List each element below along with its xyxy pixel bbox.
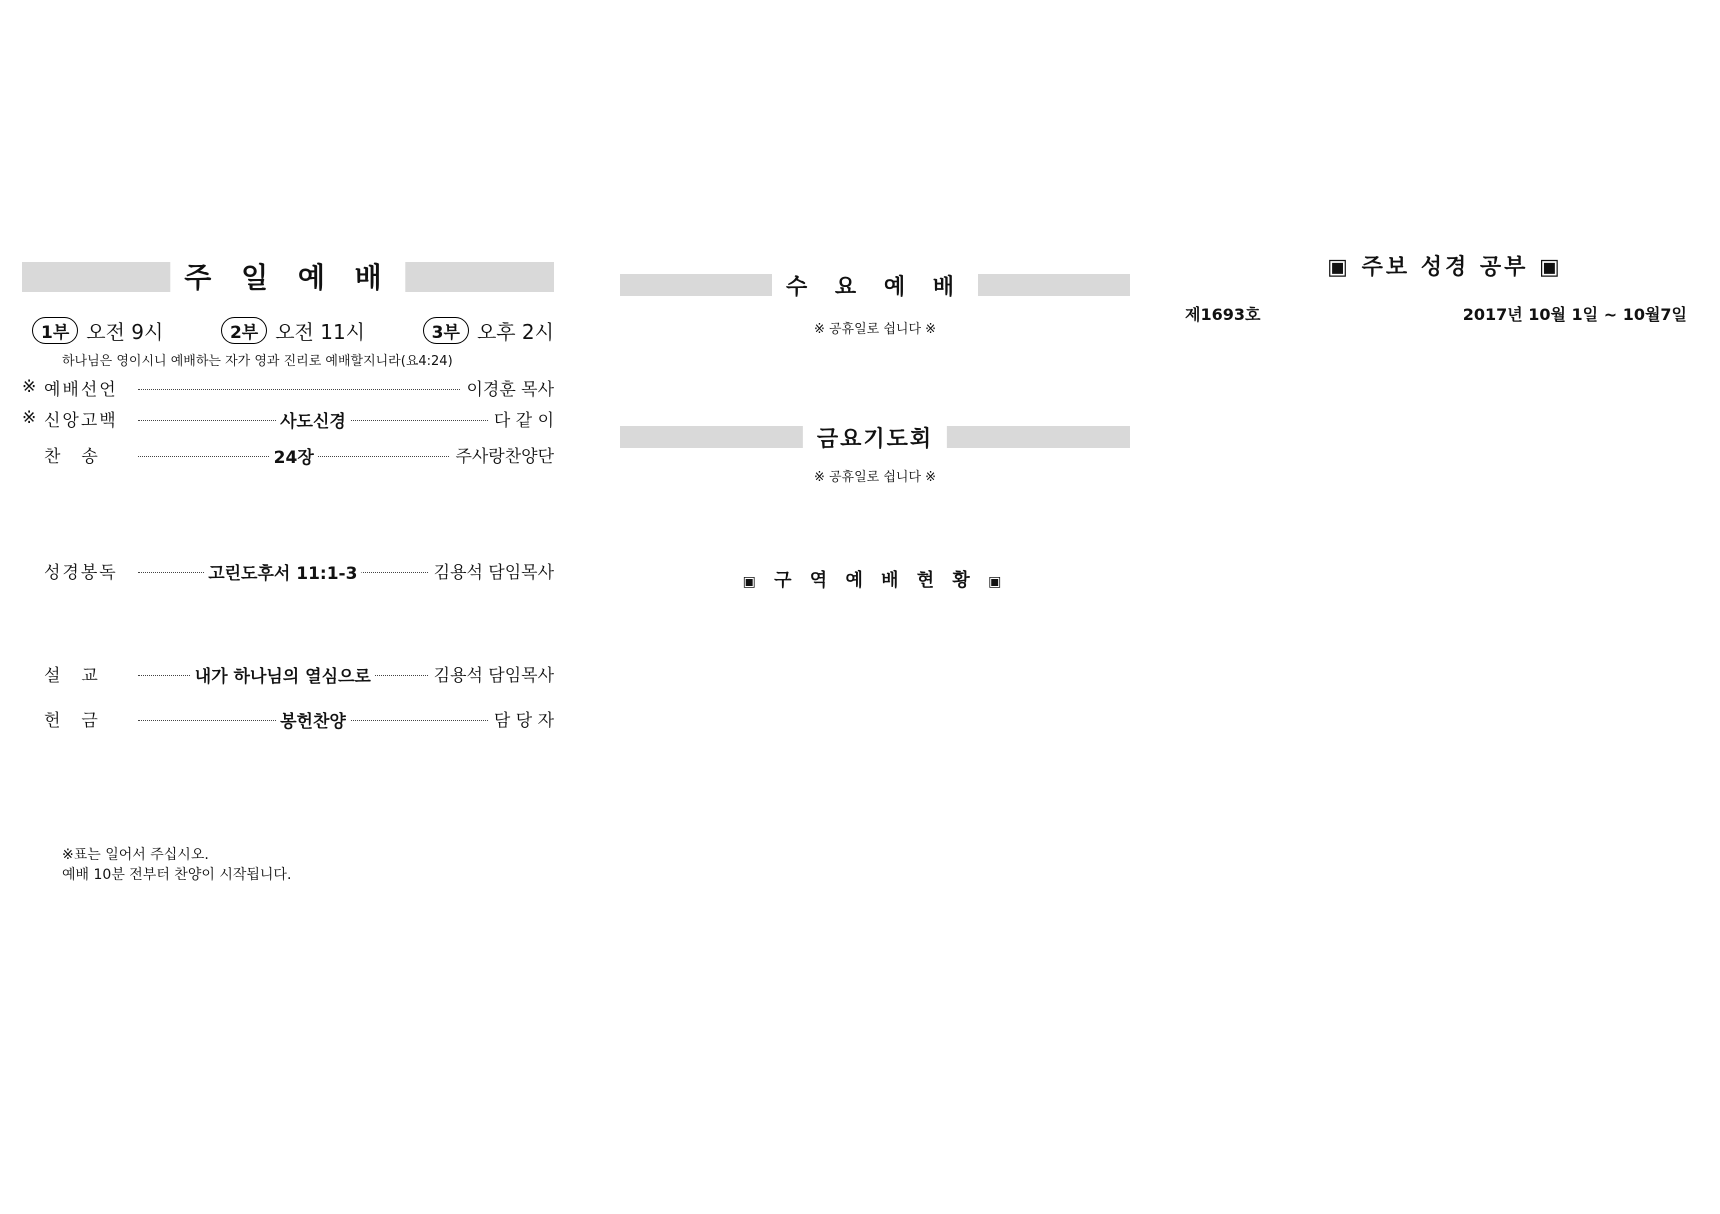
order-row: [22, 558, 554, 582]
order-label: 신앙고백: [44, 410, 118, 431]
order-label: 성경봉독: [44, 562, 118, 583]
service-time: 오전 11시: [275, 320, 366, 344]
order-row: [22, 706, 554, 730]
service-time: 오전 9시: [86, 320, 164, 344]
order-leader: 주사랑찬양단: [455, 446, 554, 467]
theme-verse: 하나님은 영이시니 예배하는 자가 영과 진리로 예배할지니라(요4:24): [62, 354, 453, 369]
order-item: 내가 하나님의 열심으로: [191, 662, 375, 687]
service-badge: 3부: [423, 317, 469, 344]
service-3: [423, 316, 554, 345]
order-item: 사도신경: [276, 407, 350, 432]
stand-mark: ※: [22, 408, 37, 428]
order-leader: 김용석 담임목사: [433, 665, 554, 686]
issue-date: 2017년 10월 1일 ~ 10월7일: [1462, 305, 1687, 324]
order-row: [22, 406, 554, 430]
order-leader: 다 같 이: [493, 410, 554, 431]
service-badge: 2부: [221, 317, 267, 344]
order-item: 24장: [270, 443, 318, 468]
wednesday-title: 수 요 예 배: [772, 270, 978, 301]
wednesday-note: ※ 공휴일로 쉽니다 ※: [813, 322, 937, 337]
order-row: [22, 442, 554, 466]
square-icon: ▣: [988, 574, 1008, 590]
friday-title: 금요기도회: [803, 422, 947, 453]
stand-mark: ※: [22, 377, 37, 397]
order-label: 헌 금: [44, 710, 100, 731]
dotted-leader: [138, 563, 428, 584]
weekday-section: [620, 0, 1130, 1214]
district-title: [620, 566, 1130, 592]
order-label: 설 교: [44, 665, 100, 686]
order-leader: 이경훈 목사: [466, 379, 554, 400]
sunday-title-bar: [22, 262, 554, 292]
square-icon: ▣: [742, 574, 762, 590]
district-title-text: 구 역 예 배 현 황: [774, 570, 976, 591]
order-label: 찬 송: [44, 446, 100, 467]
order-item: 고린도후서 11:1-3: [204, 559, 361, 584]
standing-note: ※표는 일어서 주십시오.: [62, 847, 209, 863]
order-item: 봉헌찬양: [276, 707, 350, 732]
service-badge: 1부: [32, 317, 78, 344]
service-time: 오후 2시: [476, 320, 554, 344]
service-1: [32, 316, 163, 345]
order-row: [22, 661, 554, 685]
praise-note: 예배 10분 전부터 찬양이 시작됩니다.: [62, 867, 292, 883]
bible-title: ▣ 주보 성경 공부 ▣: [1327, 255, 1563, 280]
dotted-leader: [138, 666, 428, 687]
issue-number: 제1693호: [1185, 305, 1261, 324]
service-2: [221, 316, 365, 345]
order-leader: 김용석 담임목사: [433, 562, 554, 583]
order-leader: 담 당 자: [493, 710, 554, 731]
order-row: [22, 375, 554, 399]
sunday-section: [22, 0, 554, 1214]
friday-title-bar: [620, 426, 1130, 452]
wednesday-title-bar: [620, 274, 1130, 300]
order-label: 예배선언: [44, 379, 118, 400]
service-times: [32, 316, 554, 345]
friday-note: ※ 공휴일로 쉽니다 ※: [813, 470, 937, 485]
dotted-leader: [138, 447, 449, 468]
dotted-leader: [138, 389, 460, 390]
issue-line: [1185, 302, 1705, 325]
dotted-leader: [138, 411, 488, 432]
sunday-title: 주 일 예 배: [170, 256, 405, 296]
dotted-leader: [138, 711, 488, 732]
bible-study-section: [1185, 0, 1705, 1214]
